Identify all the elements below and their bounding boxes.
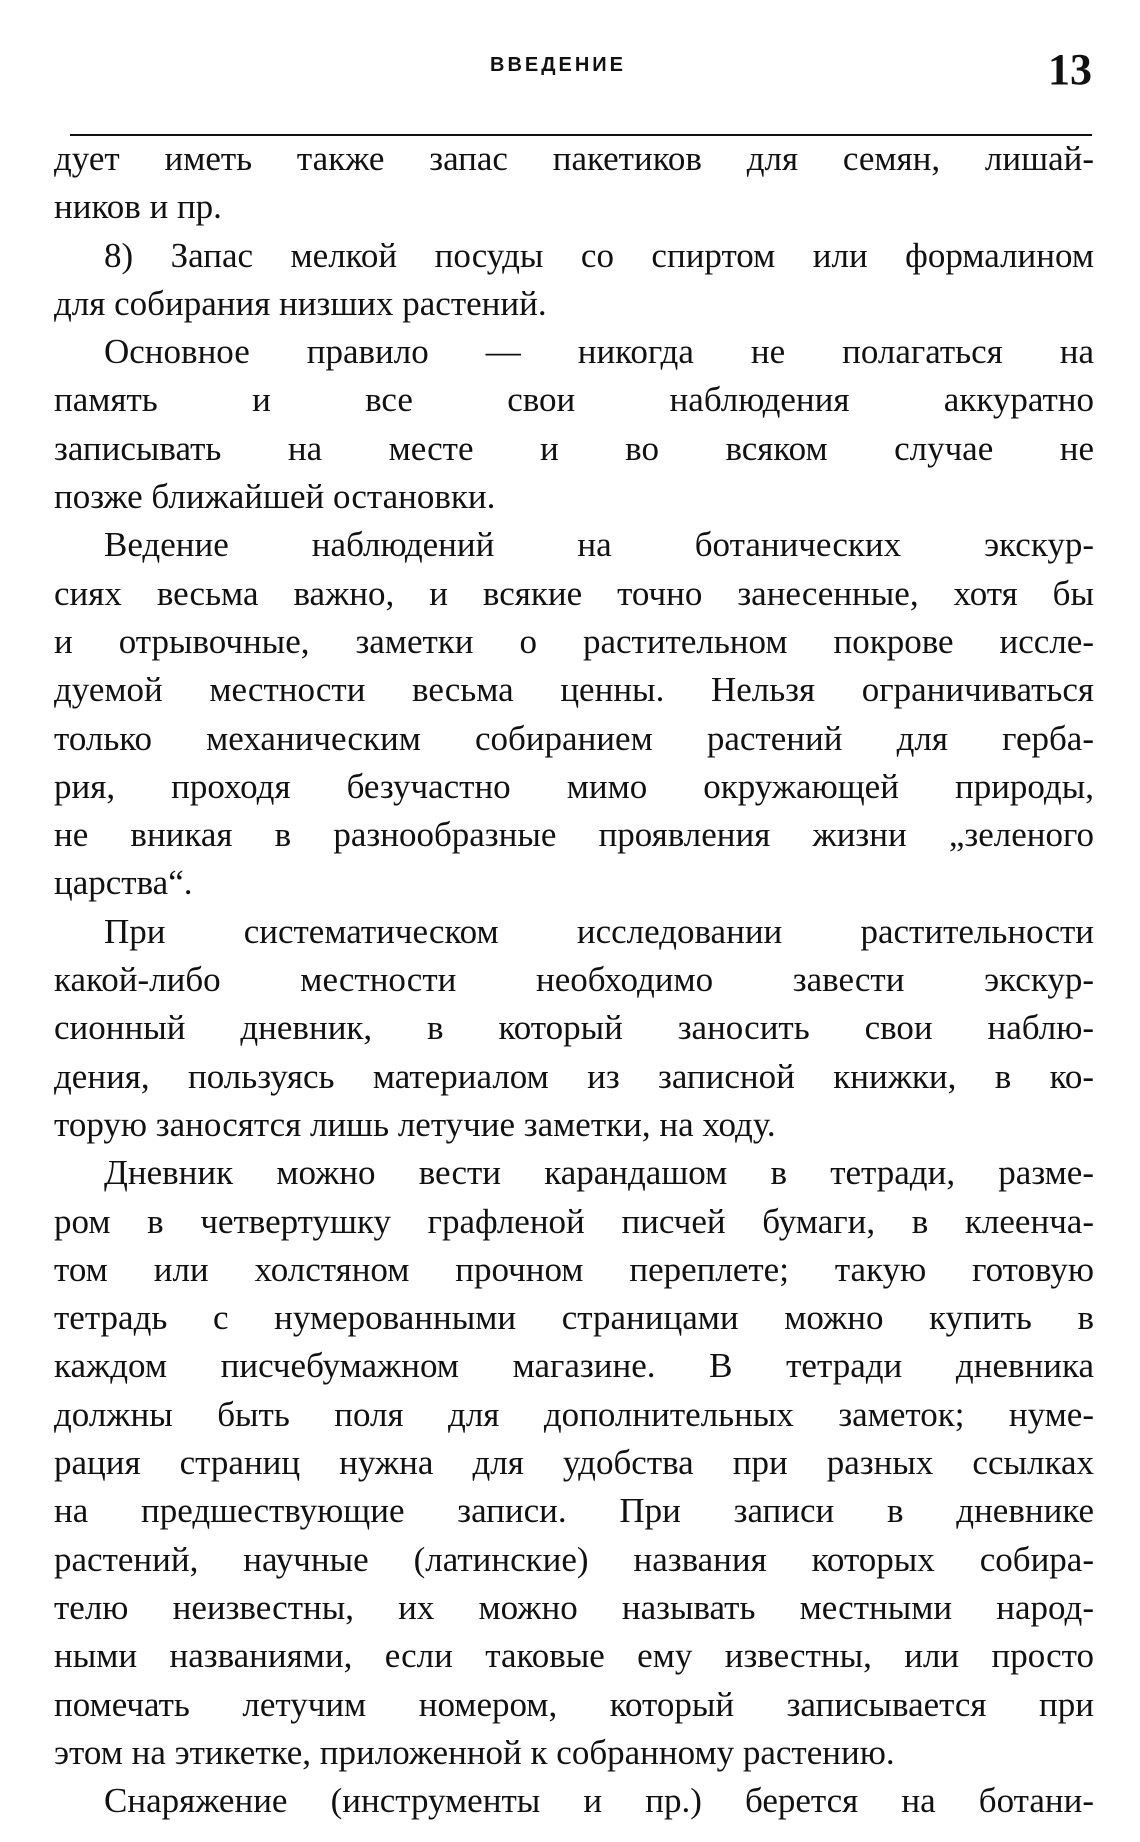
text-line: на предшествующие записи. При записи в дневнике [54,1491,1094,1531]
text-line: сиях весьма важно, и всякие точно занесенные, хотя бы [54,573,1094,613]
text-line: ников и пр. [54,187,222,227]
text-line: записывать на месте и во всяком случае не [54,428,1094,468]
text-line: ными названиями, если таковые ему известны, или просто [54,1636,1094,1676]
text-line: помечать летучим номером, который записывается при [54,1684,1094,1724]
text-line: Основное правило — никогда не полагаться на [104,332,1094,372]
text-line: каждом писчебумажном магазине. В тетради дневника [54,1346,1094,1386]
text-line: только механическим собиранием растений для герба- [54,718,1094,758]
text-line: должны быть поля для дополнительных заметок; нуме- [54,1394,1094,1434]
text-line: царства“. [54,863,193,903]
text-line: Ведение наблюдений на ботанических экскур- [104,525,1094,565]
text-line: При систематическом исследовании растительности [104,911,1094,951]
text-line: Снаряжение (инструменты и пр.) берется на ботани- [104,1781,1094,1821]
text-line: для собирания низших растений. [54,283,547,323]
text-line: ром в четвертушку графленой писчей бумаги, в клеенча- [54,1201,1094,1241]
text-line: не вникая в разнообразные проявления жизни „зеленого [54,815,1094,855]
text-line: память и все свои наблюдения аккуратно [54,380,1094,420]
text-line: Дневник можно вести карандашом в тетради, разме- [104,1153,1094,1193]
running-head [0,44,1140,94]
text-line: торую заносятся лишь летучие заметки, на ходу. [54,1104,776,1144]
text-line: какой-либо местности необходимо завести экскур- [54,960,1094,1000]
text-line: и отрывочные, заметки о растительном покрове иссле- [54,621,1094,661]
text-line: телю неизвестны, их можно называть местными народ- [54,1587,1094,1627]
text-line: рия, проходя безучастно мимо окружающей природы, [54,766,1094,806]
text-line: позже ближайшей остановки. [54,477,496,517]
text-line: тетрадь с нумерованными страницами можно купить в [54,1298,1094,1338]
running-title: ВВЕДЕНИЕ [490,54,626,76]
text-line: растений, научные (латинские) названия которых собира- [54,1539,1094,1579]
text-line: дует иметь также запас пакетиков для семян, лишай- [54,139,1094,178]
page-number: 13 [1048,45,1092,94]
text-line: дения, пользуясь материалом из записной книжки, в ко- [54,1056,1094,1096]
text-line: 8) Запас мелкой посуды со спиртом или формалином [104,235,1094,275]
text-line: этом на этикетке, приложенной к собранному растению. [54,1732,895,1772]
text-line: том или холстяном прочном переплете; такую готовую [54,1249,1094,1289]
body-text [54,135,1094,1825]
text-line: сионный дневник, в который заносить свои наблю- [54,1008,1094,1048]
text-line: дуемой местности весьма ценны. Нельзя ограничиваться [54,670,1094,710]
text-line: рация страниц нужна для удобства при разных ссылках [54,1443,1094,1483]
